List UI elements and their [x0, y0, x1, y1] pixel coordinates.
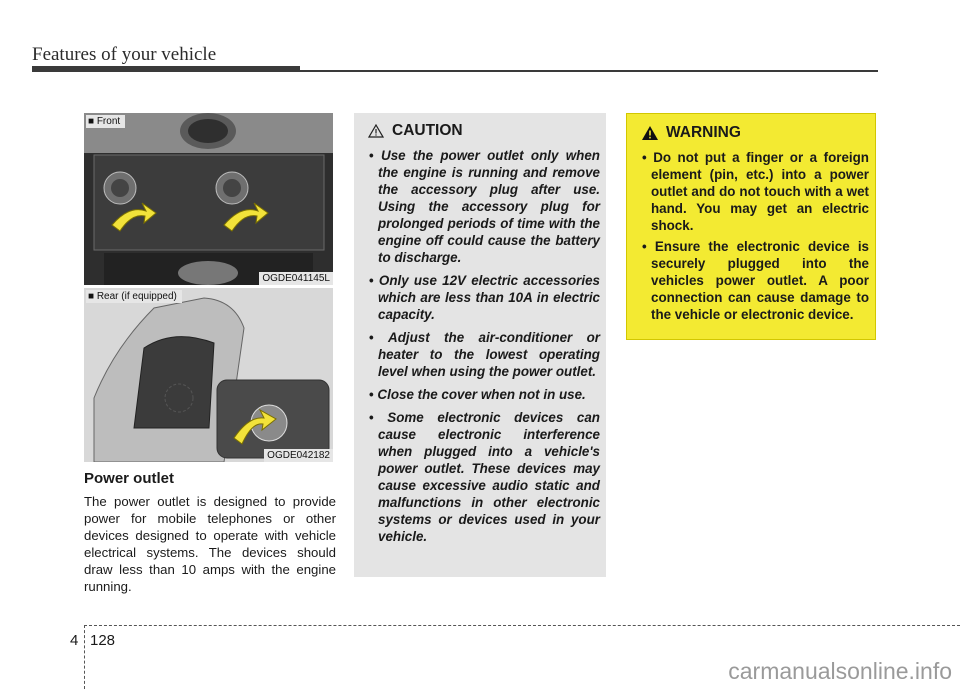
footer-horizontal-rule — [84, 625, 960, 626]
footer-vertical-rule — [84, 625, 85, 689]
caution-item: • Adjust the air-conditioner or heater to the lowest operating level when using the power outlet. — [364, 329, 600, 380]
header-rule — [300, 70, 878, 72]
chapter-number: 4 — [70, 632, 79, 649]
warning-heading — [641, 124, 741, 142]
warning-box — [626, 113, 876, 340]
caution-item: • Use the power outlet only when the engine is running and remove the accessory plug after use. Using the accessory plug for prolonged periods of time with the engine off could cause the battery to discharge. — [364, 147, 600, 266]
rear-trunk-illustration — [84, 288, 333, 462]
caution-title: CAUTION — [392, 122, 463, 139]
figure-code-rear: OGDE042182 — [264, 449, 333, 462]
caution-triangle-icon — [368, 124, 384, 138]
caution-item: • Some electronic devices can cause electronic interference when plugged into a vehicle's power outlet. These devices may cause excessive audio static and malfunctions in other electronic systems or devices used in your vehicle. — [364, 409, 600, 545]
watermark: carmanualsonline.info — [728, 658, 952, 684]
warning-list — [637, 149, 869, 327]
warning-title: WARNING — [666, 124, 741, 141]
caution-heading — [368, 122, 463, 140]
caution-item: • Only use 12V electric accessories which are less than 10A in electric capacity. — [364, 272, 600, 323]
figure-code-front: OGDE041145L — [259, 272, 333, 285]
caution-box — [354, 113, 606, 577]
caution-list — [364, 147, 600, 551]
figure-label-front: ■ Front — [86, 115, 125, 128]
section-body: The power outlet is designed to provide power for mobile telephones or other devices designed to operate with vehicle electrical systems. The devices should draw less than 10 amps with the engine running. — [84, 494, 336, 594]
front-console-illustration — [84, 113, 333, 285]
front-outlet-figure — [84, 113, 333, 285]
caution-item: • Close the cover when not in use. — [364, 386, 600, 403]
warning-item: • Do not put a finger or a foreign element (pin, etc.) into a power outlet and do not touch with a wet hand. You may get an electric shock. — [637, 149, 869, 234]
page-number: 128 — [90, 632, 116, 649]
warning-item: • Ensure the electronic device is securely plugged into the vehicles power outlet. A poor connection can cause damage to the vehicle or electronic device. — [637, 238, 869, 323]
header-bar — [32, 66, 300, 72]
warning-triangle-icon — [641, 125, 659, 141]
rear-outlet-figure — [84, 288, 333, 462]
section-title: Power outlet — [84, 470, 175, 487]
page-header-title: Features of your vehicle — [32, 44, 217, 65]
figure-label-rear: ■ Rear (if equipped) — [86, 290, 182, 303]
